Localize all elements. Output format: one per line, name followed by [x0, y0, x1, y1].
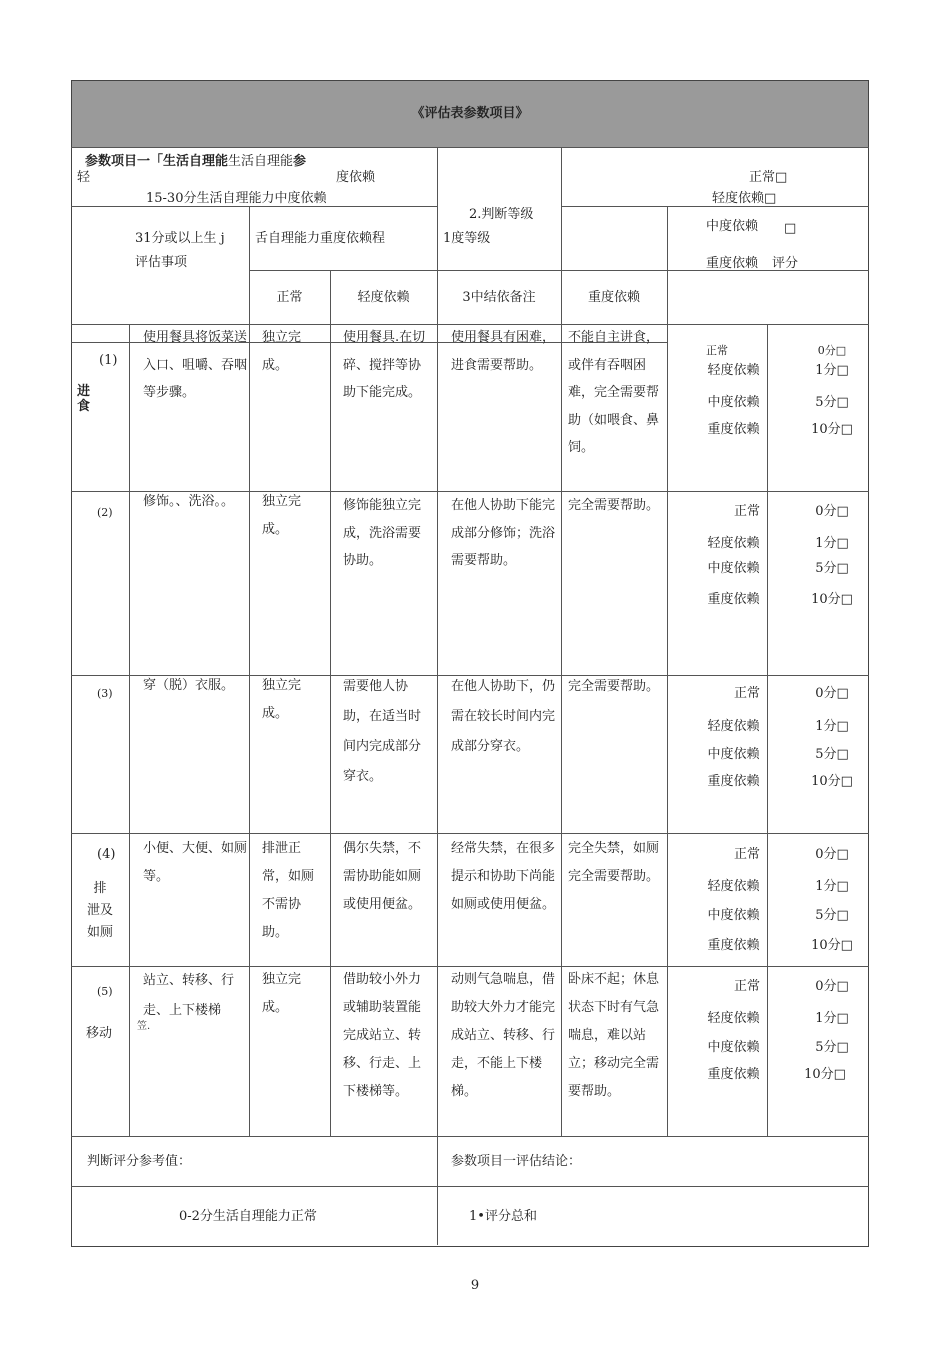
row-category: 排 泄及 如厕	[86, 881, 113, 940]
score-value: 5分□	[815, 908, 849, 923]
score-value: 1分□	[815, 536, 849, 551]
score-option: 重度依赖	[707, 592, 760, 607]
header-text: 评估事项	[135, 255, 188, 270]
item-description: 穿（脱）衣服。	[143, 678, 235, 693]
score-option: 轻度依赖	[707, 879, 760, 894]
row-category: 移动	[86, 1026, 113, 1041]
header-severe-option: 重度依赖	[706, 256, 759, 271]
score-value: 5分□	[815, 747, 849, 762]
normal-description: 独立完成。	[262, 330, 302, 373]
score-option: 重度依赖	[707, 422, 760, 437]
row-number: (3)	[97, 687, 113, 700]
item-description: 使用餐具将饭菜送入口、咀嚼、吞咽等步骤。	[143, 330, 248, 400]
score-option: 重度依赖	[707, 774, 760, 789]
score-option: 轻度依赖	[707, 536, 760, 551]
score-value: 10分□	[811, 592, 853, 607]
column-header: 正常	[276, 290, 303, 305]
divider	[71, 147, 869, 148]
score-value: 1分□	[815, 363, 849, 378]
severe-description: 完全需要帮助。	[568, 498, 660, 513]
mild-description: 借助较小外力或辅助装置能完成站立、转移、行走、上下楼梯等。	[343, 972, 422, 1099]
divider	[71, 833, 869, 834]
header-text: 度依赖	[336, 170, 376, 185]
divider	[330, 270, 331, 1136]
score-option: 轻度依赖	[707, 363, 760, 378]
reference-value: 0-2分生活自理能力正常	[179, 1209, 317, 1224]
score-option: 正常	[733, 686, 760, 701]
score-value: 5分□	[815, 395, 849, 410]
score-value: 0分□	[815, 847, 849, 862]
mild-description: 需要他人协助，在适当时间内完成部分穿衣。	[343, 679, 422, 784]
score-value: 1分□	[815, 1011, 849, 1026]
divider	[437, 147, 438, 1245]
severe-description: 完全需要帮助。	[568, 679, 660, 694]
column-header: 3中结依备注	[462, 290, 536, 305]
moderate-description: 动则气急喘息，借助较大外力才能完成站立、转移、行走，不能上下楼梯。	[451, 972, 556, 1099]
score-option: 中度依赖	[707, 747, 760, 762]
score-value: 10分□	[811, 938, 853, 953]
score-option: 正常	[733, 847, 760, 862]
mild-description: 偶尔失禁，不需协助能如厕或使用便盆。	[343, 841, 422, 912]
score-value: 0分□	[815, 979, 849, 994]
normal-description: 排泄正常，如厕不需协助。	[262, 841, 315, 940]
score-option: 轻度依赖	[707, 1011, 760, 1026]
item-description: 修饰。、洗浴。。	[143, 494, 235, 509]
score-option: 中度依赖	[707, 908, 760, 923]
score-value: 0分□	[815, 686, 849, 701]
normal-description: 独立完成。	[262, 678, 302, 721]
score-option: 重度依赖	[707, 938, 760, 953]
divider	[249, 206, 250, 1136]
reference-label: 判断评分参考值：	[87, 1154, 192, 1169]
moderate-description: 经常失禁，在很多提示和协助下尚能如厕或使用便盆。	[451, 841, 556, 912]
score-option: 正常	[733, 504, 760, 519]
normal-description: 独立完成。	[262, 972, 302, 1015]
score-total: 1•评分总和	[469, 1209, 537, 1224]
severe-description: 不能自主讲食，或伴有吞咽困难，完全需要帮助（如喂食、鼻饲。	[568, 330, 660, 455]
conclusion-label: 参数项目一评估结论：	[451, 1154, 582, 1169]
level-label: 1度等级	[443, 231, 491, 246]
score-value: 0分□	[815, 504, 849, 519]
score-value: 0分□	[817, 344, 847, 357]
column-header: 重度依赖	[587, 290, 640, 305]
judge-level: 2.判断等级	[469, 207, 534, 222]
mild-description: 使用餐具.在切碎、搅拌等协助下能完成。	[343, 330, 426, 400]
mild-description: 修饰能独立完成，洗浴需要协助。	[343, 498, 422, 568]
score-value: 5分□	[815, 561, 849, 576]
moderate-description: 使用餐具有困难，进食需要帮助。	[451, 330, 556, 373]
header-text: 15-30分生活自理能力中度依赖	[146, 191, 327, 206]
param-title: 参数项目一「生活自理能生活自理能参	[85, 154, 307, 169]
normal-description: 独立完成。	[262, 494, 302, 537]
severe-description: 卧床不起；休息状态下时有气急喘息，难以站立；移动完全需要帮助。	[568, 972, 660, 1099]
score-value: 10分□	[811, 774, 853, 789]
header-text: 轻	[77, 170, 91, 185]
assessment-table	[71, 80, 869, 1247]
row-number: (4)	[97, 847, 116, 862]
score-option: 正常	[733, 979, 760, 994]
score-value: 1分□	[815, 879, 849, 894]
score-value: 10分□	[811, 422, 853, 437]
page-number: 9	[470, 1278, 480, 1293]
header-score-label: 评分	[772, 256, 799, 271]
score-value: 10分□	[804, 1067, 846, 1082]
header-mild-option: 轻度依赖□	[712, 191, 777, 206]
column-header: 轻度依赖	[357, 290, 410, 305]
row-number: (1)	[99, 353, 118, 368]
score-option: 正常	[706, 344, 728, 357]
moderate-description: 在他人协助下，仍需在较长时间内完成部分穿衣。	[451, 679, 556, 754]
score-option: 重度依赖	[707, 1067, 760, 1082]
divider	[71, 1186, 869, 1187]
item-description: 站立、转移、行走、上下楼梯	[143, 973, 235, 1018]
checkbox: □	[784, 221, 797, 236]
score-option: 中度依赖	[707, 395, 760, 410]
moderate-description: 在他人协助下能完成部分修饰；洗浴需要帮助。	[451, 498, 556, 568]
header-text: 31分或以上生 j	[135, 231, 225, 246]
row-number: (5)	[97, 985, 113, 998]
score-option: 中度依赖	[707, 561, 760, 576]
item-description: 小便、大便、如厕等。	[143, 841, 248, 884]
header-moderate-option: 中度依赖	[706, 219, 759, 234]
row-category: 进 食	[77, 384, 91, 414]
divider	[129, 324, 130, 1136]
header-normal-option: 正常□	[749, 170, 788, 185]
score-value: 5分□	[815, 1040, 849, 1055]
score-option: 轻度依赖	[707, 719, 760, 734]
divider	[71, 1136, 869, 1137]
severe-description: 完全失禁，如厕完全需要帮助。	[568, 841, 660, 884]
item-note: 笠.	[137, 1021, 151, 1032]
score-option: 中度依赖	[707, 1040, 760, 1055]
header-text: 舌自理能力重度依赖程	[255, 231, 386, 246]
table-title: 《评估表参数项目》	[411, 106, 529, 121]
score-value: 1分□	[815, 719, 849, 734]
row-number: (2)	[97, 506, 113, 519]
